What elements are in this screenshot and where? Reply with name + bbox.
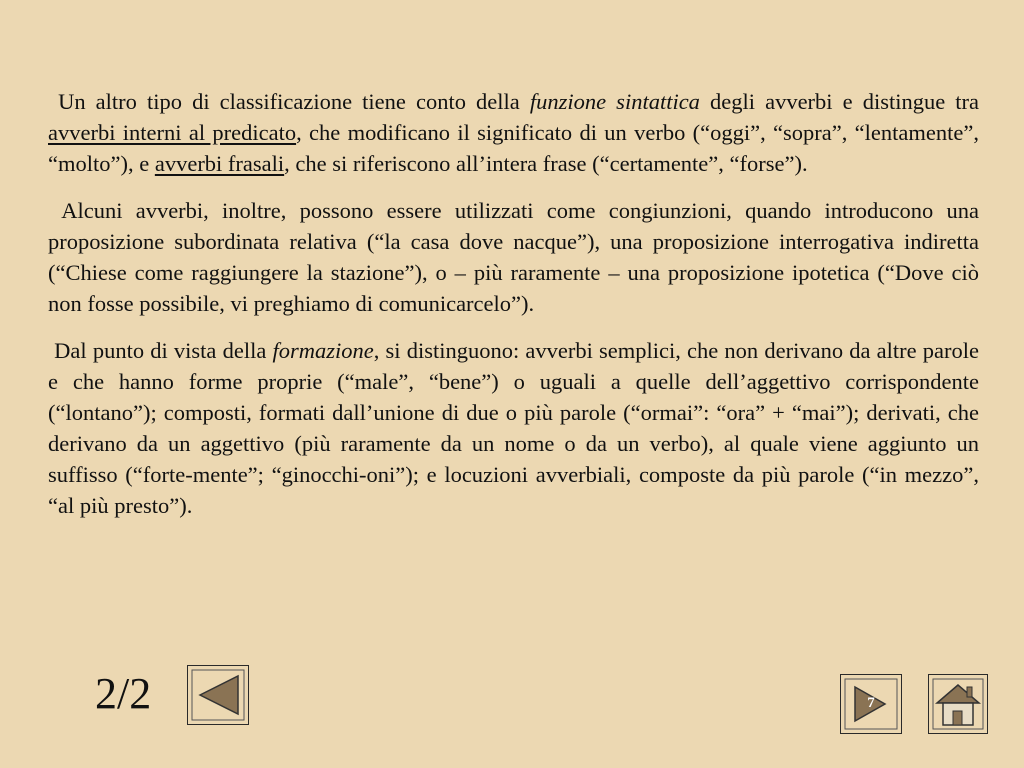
p3-text-1: Dal punto di vista della	[54, 338, 273, 363]
paragraph-3	[48, 335, 979, 521]
slide-content	[48, 86, 979, 537]
p3-italic-formazione: formazione	[272, 338, 374, 363]
home-button[interactable]	[928, 674, 988, 734]
p1-text-2: degli avverbi e distingue tra	[699, 89, 980, 114]
p1-italic-funzione-sintattica: funzione sintattica	[529, 89, 700, 114]
p1-text-1: Un altro tipo di classificazione tiene conto della	[58, 89, 530, 114]
link-avverbi-frasali[interactable]: avverbi frasali	[154, 151, 285, 176]
triangle-left-icon	[188, 666, 248, 724]
paragraph-2	[48, 195, 979, 319]
link-avverbi-interni[interactable]: avverbi interni al predicato	[48, 120, 297, 145]
p2-text-1: Alcuni avverbi, inoltre, possono essere utilizzati come congiunzioni, quando introducono una proposizione subordinata relativa (“la casa dove nacque”), una proposizione interrogativa indiretta (“Chiese come raggiungere la stazione”), o – più raramente – una proposizione ipotetica (“Dove ciò non fosse possibile, vi preghiamo di comunicarcelo”).	[48, 198, 979, 316]
next-number: 7	[867, 695, 875, 711]
next-button[interactable]	[840, 674, 902, 734]
p3-text-2: , si distinguono: avverbi semplici, che non derivano da altre parole e che hanno forme proprie (“male”, “bene”) o uguali a quelle dell’aggettivo corrispondente (“lontano”); composti, formati dall’unione di due o più parole (“ormai”: “ora” + “mai”); derivati, che derivano da un aggettivo (più raramente da un nome o da un verbo), al quale viene aggiunto un suffisso (“forte-mente”; “ginocchi-oni”); e locuzioni avverbiali, composte da più parole (“in mezzo”, “al più presto”).	[48, 338, 979, 518]
back-button[interactable]	[187, 665, 249, 725]
page-counter: 2/2	[95, 669, 152, 718]
paragraph-1	[48, 86, 979, 179]
p1-text-3: , che modificano il significato di un verbo (“oggi”, “sopra”, “lentamente”, “molto”), e	[48, 120, 979, 176]
p1-text-4: , che si riferiscono all’intera frase (“certamente”, “forse”).	[284, 151, 808, 176]
house-icon	[929, 675, 987, 733]
